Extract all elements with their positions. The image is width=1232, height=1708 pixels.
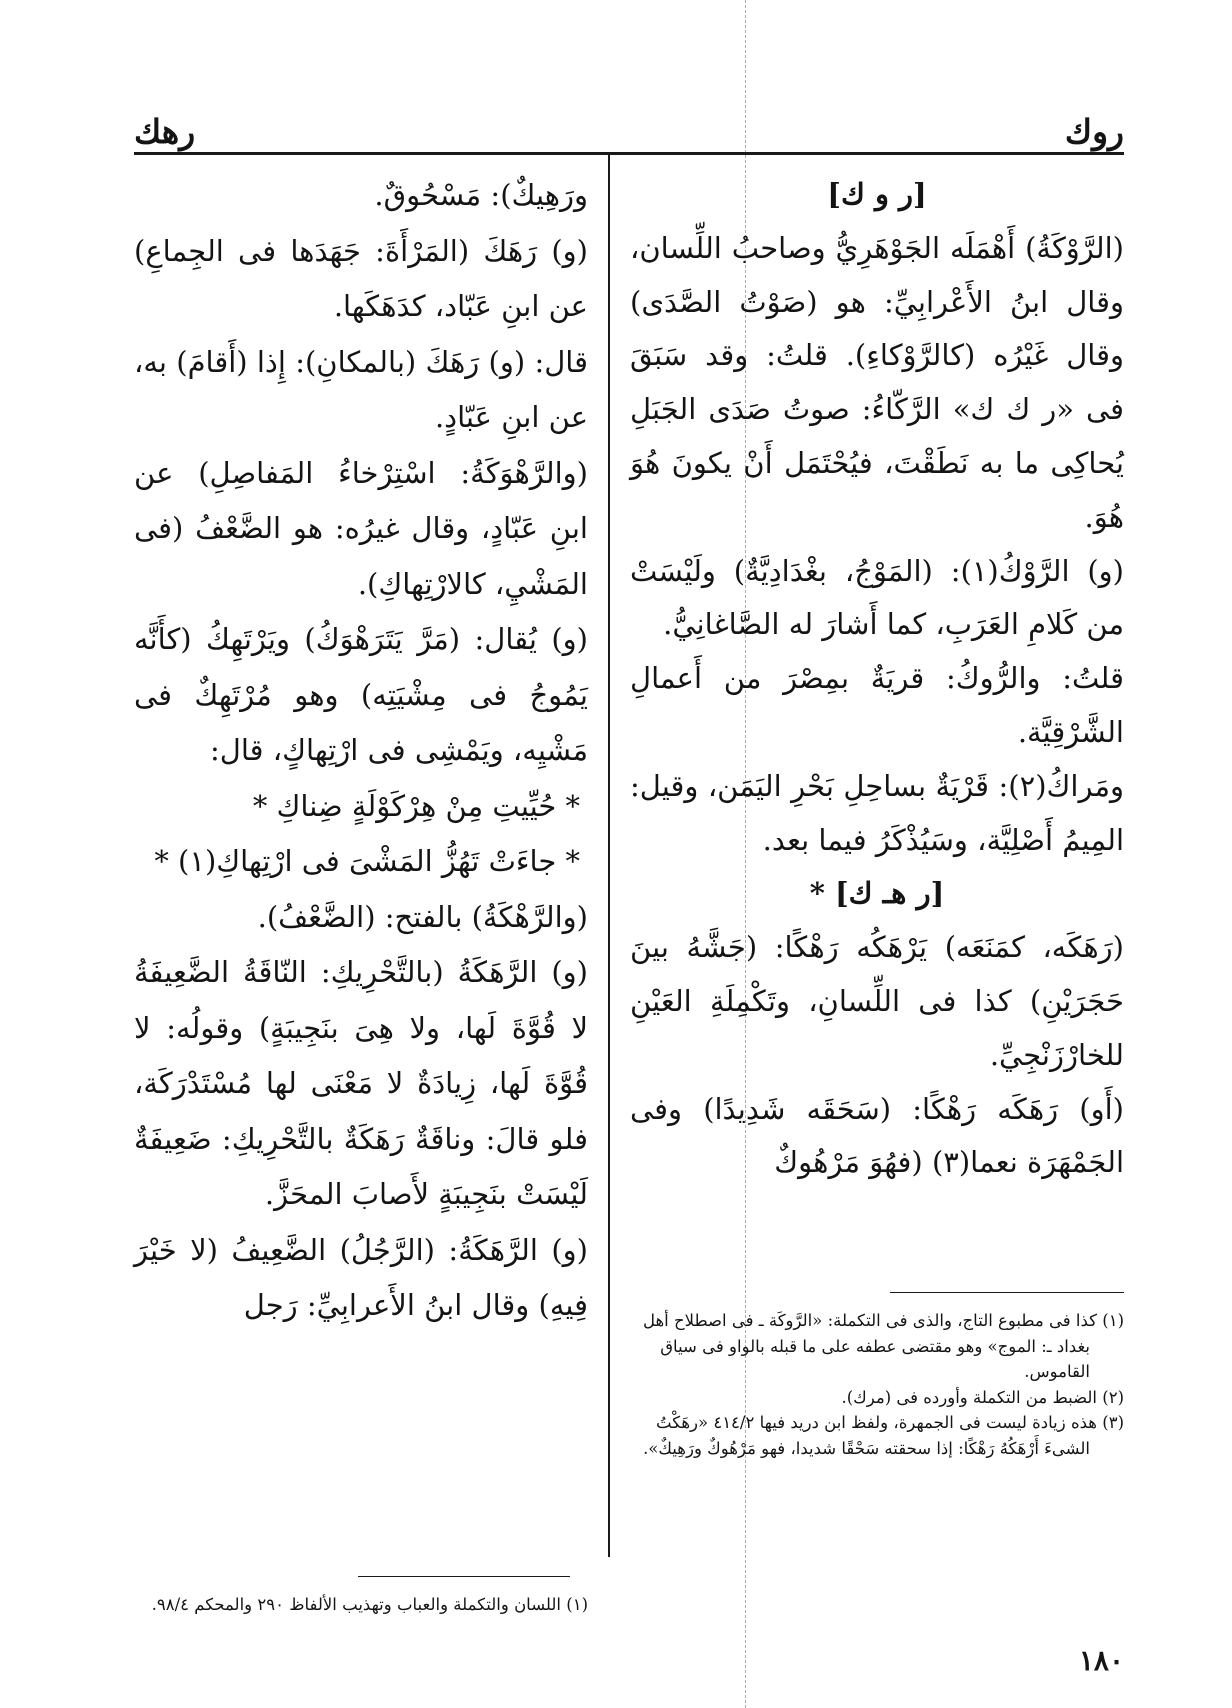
paragraph: (أَو) رَهَكَه رَهْكًا: (سَحَقَه شَدِيدًا) وفى الجَمْهَرَة نعما(٣) (فهُوَ مَرْهُوكٌ: [630, 1091, 1124, 1180]
footnote: (٣) هذه زيادة ليست فى الجمهرة، ولفظ ابن دريد فيها ٤١٤/٢ «رهَكْتُ الشىءَ أَرْهَكُهُ رَهْكًا: إذا سحقته سَحْقًا شديدا، فهو مَرْهُوكٌ ورَهِيكٌ».: [643, 1413, 1124, 1458]
paragraph: ومَراكُ(٢): قَرْيَةٌ بساحِلِ بَحْرِ اليَمَن، وقيل: المِيمُ أَصْلِيَّة، وسَيُذْكَرُ فيما بعد.: [630, 768, 1124, 857]
verse-line: * جاءَتْ تَهُزُّ المَشْىَ فى ارْتِهاكِ(١) *: [154, 844, 580, 878]
header-rule: [134, 152, 1124, 155]
column-divider: [608, 152, 610, 1557]
paragraph: قلتُ: والرُّوكُ: قريَةٌ بمِصْرَ من أَعمالِ الشَّرْقِيَّة.: [630, 661, 1124, 749]
paragraph: (و) رَهَكَ (المَرْأَةَ: جَهَدَها فى الجِماعِ) عن ابنِ عَبّاد، كدَهَكَها.: [134, 233, 588, 323]
footnote-rule-left: [358, 1576, 570, 1577]
left-column: [134, 168, 588, 1568]
right-column: [630, 168, 1124, 1278]
paragraph: قال: (و) رَهَكَ (بالمكانِ): إِذا (أَقامَ) به، عن ابنِ عَبّادٍ.: [134, 344, 588, 434]
page-number: ١٨٠: [1078, 1644, 1124, 1677]
paragraph: (و) يُقال: (مَرَّ يَتَرَهْوَكُ) ويَرْتَهِكُ (كأَنَّه يَمُوجُ فى مِشْيَتِه) وهو مُرْتَهِكٌ فى مَشْيِه، ويَمْشِى فى ارْتِهاكٍ، قال:: [134, 622, 588, 767]
footnote: (١) اللسان والتكملة والعباب وتهذيب الألفاظ ٢٩٠ والمحكم ٩٨/٤.: [151, 1595, 588, 1614]
paragraph: ورَهِيكٌ): مَسْحُوقٌ.: [374, 178, 588, 212]
paragraph: (و) الرَّهَكَةُ: (الرَّجُلُ) الضَّعِيفُ (لا خَيْرَ فِيهِ) وقال ابنُ الأَعرابِيِّ: رَجل: [134, 1232, 588, 1322]
footnotes-left: [134, 1592, 588, 1618]
footnote: (٢) الضبط من التكملة وأورده فى (مرك).: [841, 1387, 1124, 1407]
header-left-keyword: رهك: [134, 112, 196, 151]
footnotes-right: [630, 1308, 1124, 1461]
paragraph: (الرَّوْكَةُ) أَهْمَلَه الجَوْهَرِيُّ وصاحبُ اللِّسان، وقال ابنُ الأَعْرابِيِّ: هو (صَوْتُ الصَّدَى) وقال غَيْرُه (كالرَّوْكاءِ). قلتُ: وقد سَبَقَ فى «ر ك ك» الرَّكّاءُ: صوتُ صَدَى الجَبَلِ يُحاكِى ما به نَطَقْتَ، فيُحْتَمَل أَنْ يكونَ هُوَ هُوَ.: [630, 230, 1124, 534]
verse-line: * حُيِّيتِ مِنْ هِرْكَوْلَةٍ ضِناكِ *: [252, 788, 580, 823]
footnote: (١) كذا فى مطبوع التاج، والذى فى التكملة: «الرَّوكَة ـ فى اصطلاح أهل بغداد ـ: الموج» وهو مقتضى عطفه على ما قبله بالواو فى سياق القاموس.: [642, 1311, 1124, 1381]
paragraph: (رَهَكَه، كمَنَعَه) يَرْهَكُه رَهْكًا: (جَشَّهُ بينَ حَجَرَيْنِ) كذا فى اللِّسانِ، وتَكْمِلَةِ العَيْنِ للخارْزَنْجِيِّ.: [630, 930, 1124, 1072]
paragraph: (و) الرَّوْكُ(١): (المَوْجُ، بغْدَادِيَّةٌ) ولَيْسَتْ من كَلامِ العَرَبِ، كما أَشارَ له الصَّاغانِيُّ.: [630, 553, 1124, 642]
paragraph: (والرَّهْكَةُ) بالفتح: (الضَّعْفُ).: [257, 899, 588, 934]
header-right-keyword: روك: [1064, 112, 1124, 151]
entry-heading-rhk: [ر هـ ك] *: [809, 876, 945, 911]
footnote-rule-right: [890, 1292, 1124, 1293]
paragraph: (والرَّهْوَكَةُ: اسْتِرْخاءُ المَفاصِلِ) عن ابنِ عَبّادٍ، وقال غيرُه: هو الضَّعْفُ (فى المَشْيِ، كالارْتِهاكِ).: [134, 455, 588, 601]
paragraph: (و) الرَّهَكَةُ (بالتَّحْرِيكِ: النّاقَةُ الضَّعِيفَةُ لا قُوَّةَ لَها، ولا هِىَ بنَجِيبَةٍ) وقولُه: لا قُوَّةَ لَها، زِيادَةٌ لا مَعْنَى لها مُسْتَدْرَكَة، فلو قالَ: وناقَةٌ رَهَكَةٌ بالتَّحْرِيكِ: ضَعِيفَةٌ لَيْسَتْ بنَجِيبَةٍ لأَصابَ المحَزَّ.: [134, 955, 588, 1211]
entry-heading-rwk: [ر و ك]: [827, 177, 927, 211]
